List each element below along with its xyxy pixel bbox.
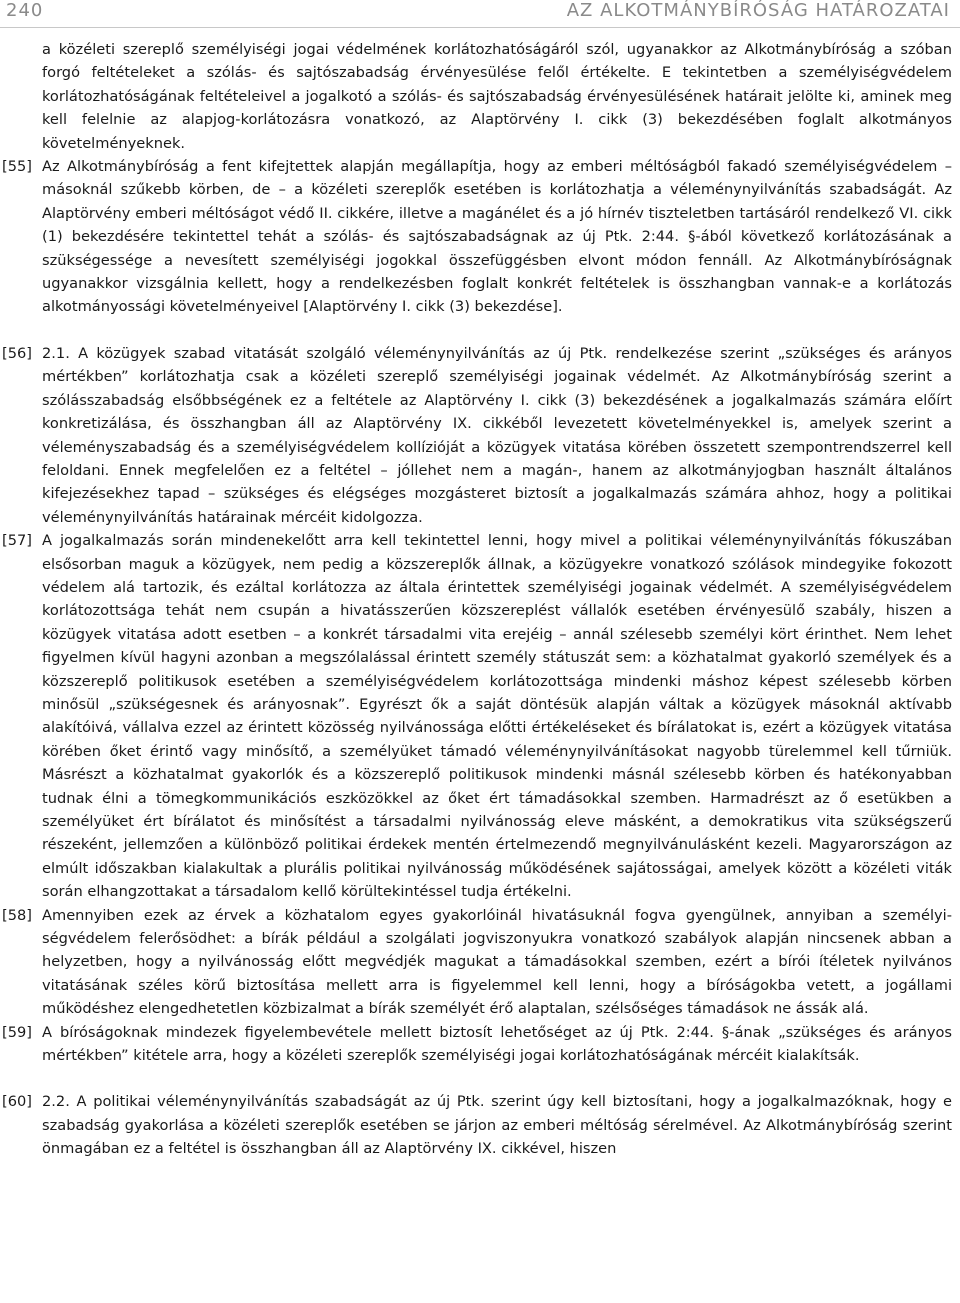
header-rule: [0, 27, 960, 28]
paragraph-number: [57]: [2, 532, 32, 550]
paragraph-60: [0, 1090, 960, 1160]
paragraph-text: a közéleti szereplő személyiségi jogai védelmének korlátozhatóságáról szól, ugyanakkor az Alkotmánybíróság a szóban forgó feltételeket a szólás- és sajtószabadság érvényesülése felől értékelte. E tekintetben a személyiségvédelem korlátozhatóságának feltételeivel a jogalkotó a szólás- és sajtószabadság érvényesülésének határait jelölte ki, aminek meg kell felelnie az alapjog-korlátozásra vonatkozó, az Alaptörvény I. cikk (3) bekezdésében foglalt alkotmányos követelményeknek.: [42, 41, 952, 152]
paragraph-number: [55]: [2, 158, 32, 176]
paragraph-text: A bíróságoknak mindezek figyelembevétele mellett biztosít lehetőséget az új Ptk. 2:44. §-ának „szükséges és arányos mértékben” kitétele arra, hogy a közéleti szereplők személyiségi jogai korlátozhatóságának mércéit kialakítsák.: [42, 1023, 952, 1065]
page-header: [0, 0, 960, 28]
paragraph-number: [58]: [2, 906, 32, 924]
paragraph-55: [0, 155, 960, 319]
paragraph-number: [56]: [2, 344, 32, 362]
paragraph-text: 2.2. A politikai véleménynyilvánítás szabadságát az új Ptk. szerint úgy kell biztosítani, hogy a jogalkalmazóknak, hogy e szabadság gyakorlása a közéleti szereplők esetében se járjon az emberi méltóság sérelmével. Az Alkotmánybíróság szerint önmagában ez a feltétel is összhangban áll az Alaptörvény IX. cikkével, hiszen: [42, 1093, 952, 1158]
paragraph-59: [0, 1021, 960, 1068]
paragraph-text: 2.1. A közügyek szabad vitatását szolgáló véleménynyilvánítás az új Ptk. rendelkezése szerint „szükséges és arányos mértékben” korlátozhatja csak a közéleti szereplő személyiségi jogainak védelmét. Az Alkotmánybíróság szerint a szólásszabadság elsőbbségének ez a feltétele az Alaptörvény I. cikk (3) bekezdésének a jogalkalmazás számára előírt konkretizálása, és összhangban áll az Alaptörvény IX. cikkéből levezetett követelményekkel is, amelyek szerint a véleményszabadság és a személyiségvédelem kollízióját a közügyek vitatása körében összetett szempontrendszerrel kell feloldani. Ennek megfelelően ez a feltétel – jóllehet nem a magán-, hanem az alkotmányjogban használt általános kifejezésekhez tapad – szükséges és elégséges mozgásteret biztosít a jogalkalmazás számára ahhoz, hogy a politikai véleménynyilvánítás határainak mércéit kidolgozza.: [42, 344, 952, 526]
paragraph-57: [0, 529, 960, 904]
running-title: AZ ALKOTMÁNYBÍRÓSÁG HATÁROZATAI: [566, 0, 950, 21]
paragraph-number: [60]: [2, 1093, 32, 1111]
paragraph-text: A jogalkalmazás során mindenekelőtt arra kell tekintettel lenni, hogy mivel a politikai véleménynyilvánítás fókuszában elsősorban maguk a közügyek, nem pedig a közszereplők állnak, a közügyekre vonatkozó szólások mindegyike fokozott védelem alá tartozik, és ezáltal korlátozza az általa érintettek személyiségi jogainak védelmét. A személyiségvédelem korlátozottsága tehát nem csupán a hivatásszerűen közszereplést vállalók esetében érvényesülő szabály, hiszen a közügyek vitatása adott esetben – a konkrét társadalmi vita erejéig – annál szélesebb személyi kört érinthet. Nem lehet figyelmen kívül hagyni azonban a megszólalással érintett személy státuszát sem: a közhatalmat gyakorló személyek és a közszereplő politikusok esetében a személyiségvédelem korlátozottsága mindenki máshoz képest szélesebb körben minősül „szükségesnek és arányosnak”. Egyrészt ők a saját döntésük alapján váltak a közügyek másoknál aktívabb alakítóivá, vállalva ezzel az érintett közösség nyilvánossága előtti értékeléseket és bírálatokat is, ezért a közügyek vitatása körében őket érintő vagy minősítő, a személyüket támadó véleménynyilvánításokat nagyobb türelemmel kell tűrniük. Másrészt a közhatalmat gyakorlók és a közszereplő politikusok mindenki másnál szélesebb körben és hatékonyabban tudnak élni a tömegkommunikációs eszközökkel az őket ért támadásokkal szemben. Harmadrészt az ő esetükben a személyüket ért bírálatot és minősítést a társadalmi nyilvánosság eleve másként, a demokratikus vita szükségszerű részeként, jellemzően a különböző politikai érdekek mentén értelmezendő megnyilvánulásként kezeli. Magyarországon az elmúlt időszakban kialakultak a plurális politikai nyilvánosság működésének sajátosságai, amelyek között a közéleti viták során elhangzottakat a társadalom kellő körültekintéssel tudja értékelni.: [42, 532, 952, 901]
paragraph-text: Amennyiben ezek az érvek a közhatalom egyes gyakorlóinál hivatásuknál fogva gyengülnek, annyiban a személyiségvédelem felerősödhet: a bírák például a szolgálati jogviszonyukra vonatkozó szabályok alapján nincsenek abban a helyzetben, hogy a nyilvánosság előtt megvédjék magukat a támadásokkal szemben, ezért a bírói ítéletek nyilvános vitatásának széles körű biztosítása mellett arra is figyelemmel kell lenni, hogy a bíróságokba vetett, a jogállami működéshez elengedhetetlen közbizalmat a bírák személyét érő alaptalan, szélsőséges támadások ne ássák alá.: [42, 906, 952, 1018]
paragraph-number: [59]: [2, 1023, 32, 1041]
page-number: 240: [6, 0, 44, 21]
paragraph-text: Az Alkotmánybíróság a fent kifejtettek alapján megállapítja, hogy az emberi méltóságból fakadó személyiségvédelem – másoknál szűkebb körben, de – a közéleti szereplők esetében is korlátozhatja a véleménynyilvánítás szabadságát. Az Alaptörvény emberi méltóságot védő II. cikkére, illetve a magánélet és a jó hírnév tiszteletben tartásáról rendelkező VI. cikk (1) bekezdésére tekintettel tehát a szólás- és sajtószabadságnak az új Ptk. 2:44. §-ából következő korlátozásának a szükségessége a nevesített személyiségi jogokkal összefüggésben elvont módon fennáll. Az Alkotmánybíróságnak ugyanakkor vizsgálnia kellett, hogy a rendelkezésben foglalt konkrét feltételek is összhangban vannak-e a korlátozás alkotmányossági követelményeivel [Alaptörvény I. cikk (3) bekezdése].: [42, 158, 952, 316]
paragraph-58: [0, 904, 960, 1021]
document-body: [0, 38, 960, 1161]
paragraph-56: [0, 342, 960, 529]
paragraph-continuation: [0, 38, 960, 155]
